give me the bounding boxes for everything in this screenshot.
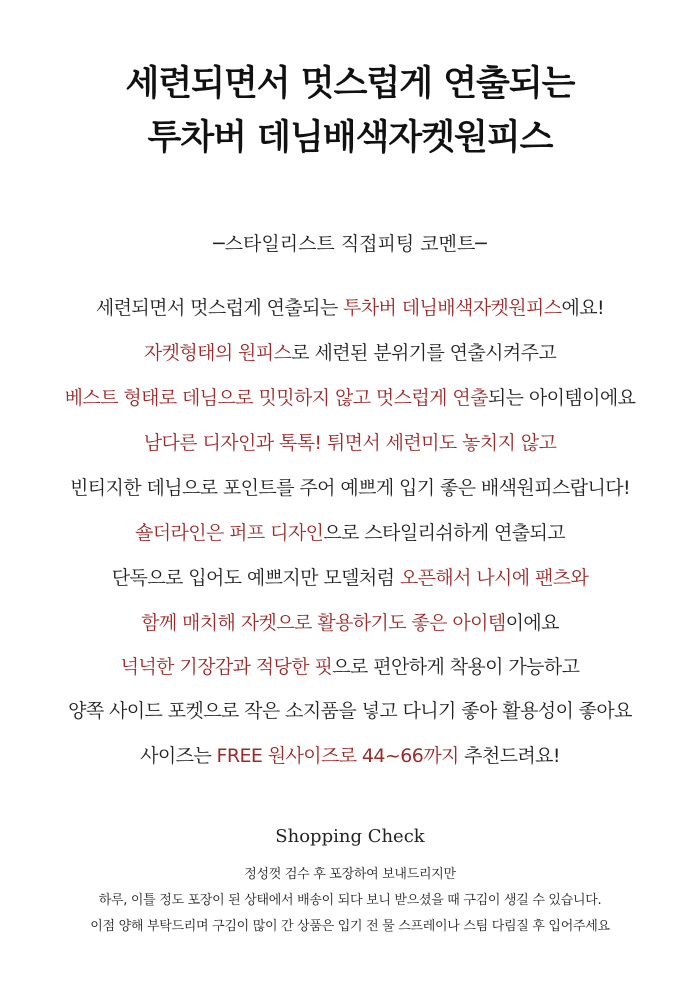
comment-line xyxy=(0,608,700,635)
highlight-text: FREE 원사이즈로 44~66까지 xyxy=(216,745,459,767)
highlight-text: 숄더라인은 퍼프 디자인 xyxy=(134,522,324,544)
comment-text: 사이즈는 xyxy=(140,745,217,767)
comment-text: 단독으로 입어도 예쁘지만 모델처럼 xyxy=(111,567,400,589)
shopping-check-line-1: 정성껏 검수 후 포장하여 보내드리지만 xyxy=(244,867,456,882)
comment-line xyxy=(0,473,700,500)
highlight-text: 남다른 디자인과 톡톡! 튀면서 세련미도 놓치지 않고 xyxy=(143,432,557,454)
comment-text: 양쪽 사이드 포켓으로 작은 소지품을 넣고 다니기 좋아 활용성이 좋아요 xyxy=(68,700,632,722)
highlight-text: 베스트 형태로 데님으로 밋밋하지 않고 멋스럽게 연출 xyxy=(64,387,488,409)
highlight-text: 오픈해서 나시에 팬츠와 xyxy=(399,567,589,589)
stylist-comment-heading: ─스타일리스트 직접피팅 코멘트─ xyxy=(213,233,487,255)
highlight-text: 자켓형태의 원피스 xyxy=(143,342,292,364)
highlight-text: 투차버 데님배색자켓원피스 xyxy=(343,297,562,319)
comment-line xyxy=(0,741,700,768)
comment-line xyxy=(0,383,700,410)
highlight-text: 함께 매치해 자켓으로 활용하기도 좋은 아이템 xyxy=(141,612,506,634)
comment-text: 로 세련된 분위기를 연출시켜주고 xyxy=(291,342,557,364)
comment-line xyxy=(0,338,700,365)
comment-text: 으로 편안하게 착용이 가능하고 xyxy=(332,656,580,678)
comment-line xyxy=(0,293,700,320)
comment-line xyxy=(0,652,700,679)
highlight-text: 넉넉한 기장감과 적당한 핏 xyxy=(120,656,333,678)
comment-text: 이에요 xyxy=(505,612,559,634)
comment-text: 으로 스타일리쉬하게 연출되고 xyxy=(323,522,566,544)
comment-text: 되는 아이템이에요 xyxy=(487,387,636,409)
comment-text: 에요! xyxy=(561,297,605,319)
comment-line xyxy=(0,518,700,545)
shopping-check-line-2: 하루, 이틀 정도 포장이 된 상태에서 배송이 되다 보니 받으셨을 때 구김이 생길 수 있습니다. xyxy=(98,893,602,908)
shopping-check-title: Shopping Check xyxy=(275,826,425,847)
comment-line xyxy=(0,563,700,590)
comment-text: 추천드려요! xyxy=(458,745,560,767)
comment-line xyxy=(0,428,700,455)
comment-text: 빈티지한 데님으로 포인트를 주어 예쁘게 입기 좋은 배색원피스랍니다! xyxy=(70,477,630,499)
shopping-check-line-3: 이점 양해 부탁드리며 구김이 많이 간 상품은 입기 전 물 스프레이나 스팀 다림질 후 입어주세요 xyxy=(90,919,610,934)
comment-line xyxy=(0,696,700,723)
title-line-1: 세련되면서 멋스럽게 연출되는 xyxy=(125,64,575,104)
title-line-2: 투차버 데님배색자켓원피스 xyxy=(147,118,553,158)
comment-text: 세련되면서 멋스럽게 연출되는 xyxy=(95,297,344,319)
